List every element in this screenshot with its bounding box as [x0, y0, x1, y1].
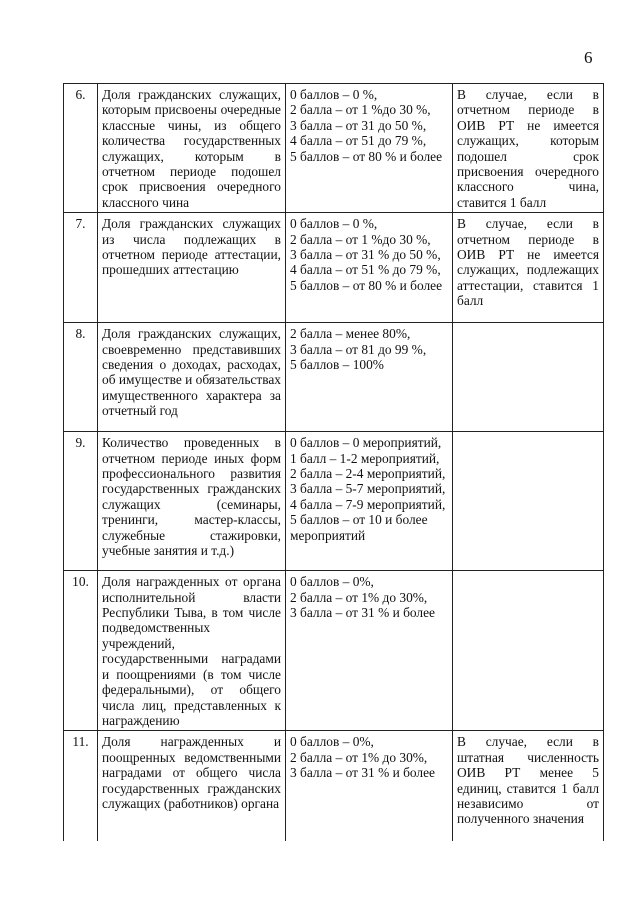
indicator-text: Доля гражданских служащих из числа подлежащих в отчетном периоде аттестации, прошедших аттестацию: [98, 213, 286, 323]
score-line: 2 балла – менее 80%,: [290, 326, 411, 342]
row-number: 6.: [64, 84, 98, 213]
table-row: [64, 731, 604, 841]
indicator-text: Доля гражданских служащих, которым присвоены очередные классные чины, из общего количества государственных служащих, которым в отчетном периоде подошел срок присвоения очередного классного чина: [98, 84, 286, 213]
score-line: 5 баллов – от 80 % и более: [290, 277, 443, 293]
score-line: 5 баллов – от 80 % и более: [290, 148, 443, 164]
score-line: 2 балла – от 1% до 30%,: [290, 749, 428, 765]
row-number: 11.: [64, 731, 98, 841]
note-text: В случае, если в отчетном периоде в ОИВ РТ не имеется служащих, которым подошел срок присвоения очередного классного чина, ставится 1 балл: [453, 84, 604, 213]
indicator-text: Доля награжденных от органа исполнительной власти Республики Тыва, в том числе подведомственных учреждений, государственными наградами и поощрениями (в том числе федеральными), от общего числа лиц, представленных к награждению: [98, 571, 286, 731]
note-text: [453, 571, 604, 731]
page-number: 6: [584, 48, 593, 67]
indicator-text: Доля награжденных и поощренных ведомственными наградами от общего числа государственных гражданских служащих (работников) органа: [98, 731, 286, 841]
score-scale: [286, 213, 453, 323]
table-row: [64, 432, 604, 571]
score-line: 4 балла – от 51 % до 79 %,: [290, 262, 441, 278]
score-scale: [286, 731, 453, 841]
score-line: 3 балла – от 31 % до 50 %,: [290, 247, 441, 263]
score-line: 4 балла – 7-9 мероприятий,: [290, 496, 446, 512]
score-line: 3 балла – от 31 % и более: [290, 605, 435, 621]
score-line: 4 балла – от 51 до 79 %,: [290, 133, 427, 149]
score-line: 5 баллов – от 10 и более мероприятий: [290, 512, 428, 543]
note-text: В случае, если в штатная численность ОИВ РТ менее 5 единиц, ставится 1 балл независимо от полученного значения: [453, 731, 604, 841]
note-text: [453, 432, 604, 571]
score-line: 0 баллов – 0%,: [290, 574, 374, 590]
table-row: [64, 84, 604, 213]
score-line: 0 баллов – 0 мероприятий,: [290, 435, 442, 451]
score-line: 2 балла – от 1 %до 30 %,: [290, 102, 431, 118]
row-number: 10.: [64, 571, 98, 731]
score-line: 5 баллов – 100%: [290, 357, 384, 373]
indicator-text: Количество проведенных в отчетном периоде иных форм профессионального развития государственных гражданских служащих (семинары, тренинги, мастер-классы, служебные стажировки, учебные занятия и т.д.): [98, 432, 286, 571]
score-line: 3 балла – от 31 до 50 %,: [290, 117, 427, 133]
row-number: 8.: [64, 323, 98, 432]
table-row: [64, 571, 604, 731]
criteria-table: [63, 83, 604, 841]
indicator-text: Доля гражданских служащих, своевременно представивших сведения о доходах, расходах, об имуществе и обязательствах имущественного характера за отчетный год: [98, 323, 286, 432]
score-line: 2 балла – от 1% до 30%,: [290, 589, 428, 605]
score-line: 0 баллов – 0 %,: [290, 87, 378, 102]
note-text: [453, 323, 604, 432]
score-line: 2 балла – 2-4 мероприятий,: [290, 466, 446, 482]
note-text: В случае, если в отчетном периоде в ОИВ РТ не имеется служащих, подлежащих аттестации, ставится 1 балл: [453, 213, 604, 323]
score-line: 3 балла – от 31 % и более: [290, 765, 435, 781]
score-line: 1 балл – 1-2 мероприятий,: [290, 450, 440, 466]
table-row: [64, 213, 604, 323]
score-scale: [286, 323, 453, 432]
score-line: 2 балла – от 1 %до 30 %,: [290, 231, 431, 247]
row-number: 7.: [64, 213, 98, 323]
score-scale: [286, 571, 453, 731]
score-scale: [286, 432, 453, 571]
score-scale: [286, 84, 453, 213]
score-line: 0 баллов – 0 %,: [290, 216, 378, 232]
table-row: [64, 323, 604, 432]
score-line: 3 балла – 5-7 мероприятий,: [290, 481, 446, 497]
score-line: 0 баллов – 0%,: [290, 734, 374, 750]
row-number: 9.: [64, 432, 98, 571]
score-line: 3 балла – от 81 до 99 %,: [290, 341, 427, 357]
